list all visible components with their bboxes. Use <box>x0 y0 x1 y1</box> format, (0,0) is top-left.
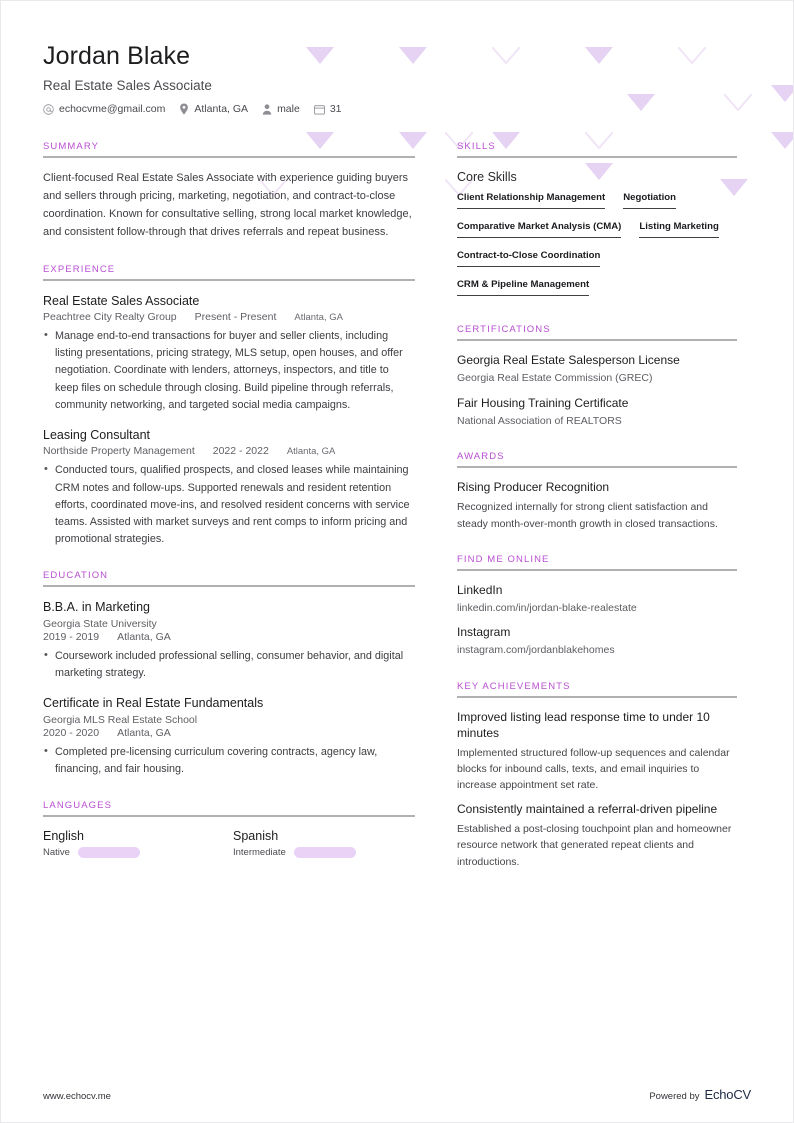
education-meta <box>43 631 415 643</box>
certification-item <box>457 396 737 430</box>
job-dates: Present - Present <box>194 311 277 324</box>
job-location: Atlanta, GA <box>294 312 343 324</box>
education-bullet: • Coursework included professional selling, consumer behavior, and digital marketing strategy. <box>43 648 415 682</box>
contact-email-value: echocvme@gmail.com <box>59 103 166 116</box>
contact-gender-value: male <box>277 103 300 116</box>
online-profile-url[interactable]: linkedin.com/in/jordan-blake-realestate <box>457 601 637 614</box>
section-title-education: EDUCATION <box>43 569 109 581</box>
section-title-skills: SKILLS <box>457 141 496 153</box>
certification-issuer: National Association of REALTORS <box>457 414 622 427</box>
online-profile-item <box>457 583 737 617</box>
footer-powered-by-label: Powered by <box>649 1091 700 1102</box>
section-experience <box>43 264 415 548</box>
award-title: Rising Producer Recognition <box>457 480 610 495</box>
language-level-row <box>233 847 383 858</box>
education-dates: 2020 - 2020 <box>43 726 100 739</box>
achievement-title: Improved listing lead response time to under 10 minutes <box>457 709 710 740</box>
job-meta <box>43 445 415 457</box>
achievement-item <box>457 802 737 870</box>
online-network-name: LinkedIn <box>457 582 503 597</box>
resume-footer <box>43 1087 751 1102</box>
section-find-me-online <box>457 554 737 659</box>
contact-gender <box>262 103 300 115</box>
language-level: Native <box>43 846 70 858</box>
section-languages <box>43 800 415 858</box>
section-certifications <box>457 324 737 429</box>
certification-title: Georgia Real Estate Salesperson License <box>457 353 680 368</box>
award-description: Recognized internally for strong client satisfaction and steady month-over-month growth in closed transactions. <box>457 501 718 530</box>
language-progress-bar <box>294 847 356 858</box>
section-title-certifications: CERTIFICATIONS <box>457 324 551 336</box>
experience-entry <box>43 293 415 414</box>
left-column <box>43 141 415 879</box>
section-divider <box>457 569 737 571</box>
degree-title: B.B.A. in Marketing <box>43 599 150 614</box>
contact-location-value: Atlanta, GA <box>194 103 249 116</box>
job-location: Atlanta, GA <box>286 446 336 458</box>
language-item <box>233 829 383 858</box>
job-bullets <box>43 462 415 547</box>
section-divider <box>457 466 737 468</box>
columns <box>43 141 751 892</box>
resume-header <box>43 41 751 115</box>
school-name: Georgia State University <box>43 617 157 630</box>
contact-location <box>179 103 248 115</box>
job-bullet: • Manage end-to-end transactions for buyer and seller clients, including listing presentations, pricing strategy, MLS setup, open houses, and offer negotiation. Coordinate with lenders, attorneys, inspectors, and title to keep files on schedule through closing. Build pipeline through referrals, community networking, and targeted social media campaigns. <box>43 328 415 413</box>
section-title-awards: AWARDS <box>457 451 505 463</box>
section-divider <box>43 156 415 158</box>
footer-brand-name: EchoCV <box>704 1087 751 1102</box>
school-name: Georgia MLS Real Estate School <box>43 713 198 726</box>
language-progress-bar <box>78 847 140 858</box>
section-divider <box>43 279 415 281</box>
contact-email <box>43 103 165 115</box>
achievement-description: Established a post-closing touchpoint plan and homeowner resource network that generated repeat clients and introductions. <box>457 823 732 868</box>
education-bullet: • Completed pre-licensing curriculum covering contracts, agency law, financing, and fair housing. <box>43 744 415 778</box>
education-bullets <box>43 648 415 682</box>
education-meta <box>43 727 415 739</box>
job-company: Northside Property Management <box>43 445 195 458</box>
job-dates: 2022 - 2022 <box>212 445 269 458</box>
language-level-row <box>43 847 193 858</box>
online-profile-url[interactable]: instagram.com/jordanblakehomes <box>457 644 615 657</box>
section-skills <box>457 141 737 302</box>
job-bullet: • Conducted tours, qualified prospects, and closed leases while maintaining CRM notes and follow-ups. Supported renewals and resident retention efforts, coordinated move-ins, and resolved resident concerns with service teams. Assisted with market surveys and rent comps to inform pricing and promotional strategies. <box>43 462 415 547</box>
footer-branding <box>649 1087 751 1102</box>
job-title: Real Estate Sales Associate <box>43 293 200 308</box>
education-dates: 2019 - 2019 <box>43 630 100 643</box>
language-name: English <box>43 828 84 843</box>
section-awards <box>457 451 737 531</box>
education-location: Atlanta, GA <box>117 630 171 643</box>
section-title-experience: EXPERIENCE <box>43 263 116 275</box>
skill-item: Contract-to-Close Coordination <box>457 250 600 267</box>
section-divider <box>457 696 737 698</box>
skill-item: Negotiation <box>623 192 676 209</box>
award-item <box>457 480 737 531</box>
experience-entry <box>43 427 415 548</box>
education-bullets <box>43 744 415 778</box>
online-profile-item <box>457 625 737 659</box>
skill-item: Listing Marketing <box>639 221 718 238</box>
achievement-title: Consistently maintained a referral-driven pipeline <box>457 802 718 817</box>
skill-item: Client Relationship Management <box>457 192 605 209</box>
language-level: Intermediate <box>233 846 286 858</box>
job-meta <box>43 311 415 323</box>
education-location: Atlanta, GA <box>117 726 171 739</box>
languages-grid <box>43 829 415 858</box>
right-column <box>457 141 737 892</box>
email-icon <box>43 104 54 115</box>
summary-text: Client-focused Real Estate Sales Associate with experience guiding buyers and sellers through pricing, marketing, negotiation, and contract-to-close coordination. Known for consultative selling, strong local market knowledge, and consistent follow-through that drives referrals and repeat business. <box>43 172 412 238</box>
certification-issuer: Georgia Real Estate Commission (GREC) <box>457 372 653 385</box>
contact-row <box>43 103 751 115</box>
certification-item <box>457 353 737 387</box>
calendar-icon <box>314 104 325 115</box>
online-network-name: Instagram <box>457 625 511 640</box>
skills-group-name: Core Skills <box>457 170 517 185</box>
section-title-key-achievements: KEY ACHIEVEMENTS <box>457 680 571 692</box>
language-name: Spanish <box>233 828 279 843</box>
language-item <box>43 829 193 858</box>
achievement-description: Implemented structured follow-up sequences and calendar blocks for inbound calls, texts, and email inquiries to increase appointment set rate. <box>457 746 730 792</box>
skill-item: Comparative Market Analysis (CMA) <box>457 221 621 238</box>
section-title-summary: SUMMARY <box>43 141 100 153</box>
education-entry <box>43 695 415 778</box>
person-icon <box>262 104 272 115</box>
section-education <box>43 570 415 778</box>
contact-age-value: 31 <box>329 103 342 116</box>
section-divider <box>43 585 415 587</box>
education-entry <box>43 599 415 682</box>
section-title-languages: LANGUAGES <box>43 799 113 811</box>
resume-content <box>1 1 793 892</box>
candidate-role: Real Estate Sales Associate <box>43 78 212 94</box>
achievement-item <box>457 710 737 793</box>
section-key-achievements <box>457 681 737 870</box>
contact-age <box>314 103 342 115</box>
certification-title: Fair Housing Training Certificate <box>457 395 629 410</box>
section-divider <box>43 815 415 817</box>
job-bullets <box>43 328 415 413</box>
footer-site-url[interactable]: www.echocv.me <box>43 1091 111 1102</box>
skill-item: CRM & Pipeline Management <box>457 279 589 296</box>
location-icon <box>179 103 189 115</box>
skills-list <box>457 192 737 302</box>
job-company: Peachtree City Realty Group <box>43 311 177 324</box>
degree-title: Certificate in Real Estate Fundamentals <box>43 695 264 710</box>
section-divider <box>457 156 737 158</box>
candidate-name: Jordan Blake <box>43 42 191 70</box>
section-divider <box>457 339 737 341</box>
section-title-find-me-online: FIND ME ONLINE <box>457 553 550 565</box>
section-summary <box>43 141 415 241</box>
job-title: Leasing Consultant <box>43 427 151 442</box>
